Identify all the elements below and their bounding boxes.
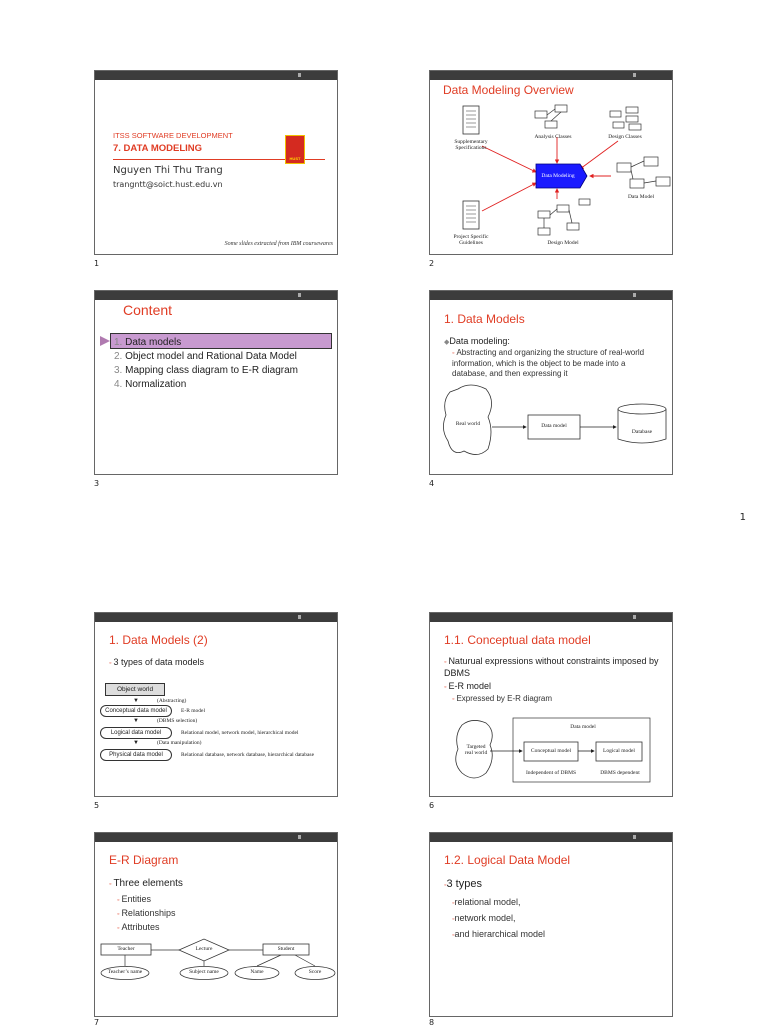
data-model-diagram	[430, 291, 673, 475]
label-subject-name: Subject name	[189, 969, 219, 975]
label-score: Score	[308, 969, 322, 975]
author-email: trangntt@soict.hust.edu.vn	[113, 180, 223, 189]
slide-7	[94, 832, 338, 1017]
slide-title: 1.1. Conceptual data model	[444, 633, 591, 647]
label-data-manipulation: (Data manipulation)	[157, 740, 202, 746]
label-dbms-selection: (DBMS selection)	[157, 718, 198, 724]
er-diagram	[95, 833, 338, 1017]
label-physical-desc: Relational database, network database, hierarchical database	[181, 752, 315, 758]
slide-number: 5	[94, 801, 100, 810]
label-lecture: Lecture	[195, 946, 213, 952]
slide-3	[94, 290, 338, 475]
label-design-classes: Design Classes	[608, 134, 642, 140]
class-icons	[610, 107, 641, 130]
slide-number: 7	[94, 1018, 100, 1027]
slide-number: 1	[94, 259, 100, 268]
sub-bullet: ◦ Entities ◦ Relationships ◦ Attributes	[117, 894, 176, 932]
real-world-shape	[443, 385, 491, 455]
label-teacher: Teacher	[117, 946, 135, 952]
slide-header-bar	[95, 71, 337, 80]
slide-number: 3	[94, 479, 100, 488]
slide-2	[429, 70, 673, 255]
object-world-box: Object world	[105, 683, 165, 696]
bullet: ◦ E-R model	[444, 681, 491, 691]
down-arrow: ▼	[133, 718, 139, 724]
label-independent: Independent of DBMS	[525, 770, 577, 776]
label-data-model: Data model	[570, 724, 596, 730]
slide-number: 4	[429, 479, 435, 488]
down-arrow: ▼	[133, 698, 139, 704]
label-teachers-name: Teacher’s name	[107, 969, 143, 975]
content-item[interactable]: 4. Normalization	[114, 379, 187, 390]
slide-title: 1. Data Models	[444, 312, 525, 326]
label-dependent: DBMS dependent	[600, 770, 640, 776]
bullet: ◦3 types	[444, 878, 482, 890]
conceptual-model-pill: Conceptual data model	[100, 705, 172, 717]
bullet: ◆Data modeling:	[444, 336, 510, 346]
bullet: ◦ Naturual expressions without constraints imposed by DBMS	[444, 656, 659, 678]
slide-4	[429, 290, 673, 475]
slide-1	[94, 70, 338, 255]
content-list	[114, 335, 298, 393]
overview-diagram	[430, 71, 673, 255]
label-data-modeling: Data Modeling	[541, 173, 575, 179]
document-icon	[463, 201, 479, 229]
document-icon	[463, 106, 479, 134]
slide-6	[429, 612, 673, 797]
physical-model-pill: Physical data model	[100, 749, 172, 761]
database-icon	[618, 404, 666, 443]
label-logical-model: Logical model	[603, 748, 635, 754]
slide-number: 2	[429, 259, 435, 268]
label-name: Name	[250, 969, 264, 975]
label-logical-desc: Relational model, network model, hierarchical model	[181, 730, 299, 736]
logo-text: HUST	[289, 156, 301, 161]
university-logo	[285, 135, 305, 164]
class-icons	[538, 199, 590, 235]
content-item[interactable]: 2. Object model and Rational Data Model	[114, 351, 297, 362]
slide-title: 1.2. Logical Data Model	[444, 853, 571, 867]
slide-title: 7. DATA MODELING	[113, 143, 203, 154]
label-student: Student	[277, 946, 295, 952]
bullet: ◦ 3 types of data models	[109, 657, 204, 667]
label-database: Database	[631, 429, 653, 435]
content-item[interactable]: 3. Mapping class diagram to E-R diagram	[114, 365, 298, 376]
sub-bullet: ◦relational model, ◦network model, ◦and hierarchical model	[452, 897, 546, 939]
label-er-model: E-R model	[181, 708, 205, 714]
slide-5	[94, 612, 338, 797]
bullet: ◦ Three elements	[109, 878, 183, 889]
slide-title: E-R Diagram	[109, 853, 179, 867]
label-targeted-world: Targeted real world	[464, 744, 488, 756]
content-item[interactable]: 1. Data models	[114, 337, 182, 348]
slide-number: 6	[429, 801, 435, 810]
logical-model-pill: Logical data model	[100, 727, 172, 739]
arrow-icon	[100, 336, 110, 346]
label-analysis-classes: Analysis Classes	[534, 134, 572, 140]
slide-note: Some slides extracted from IBM coursewares	[224, 241, 333, 247]
slide-title: Content	[123, 302, 173, 318]
course-name: ITSS SOFTWARE DEVELOPMENT	[113, 131, 233, 140]
label-data-model: Data model	[541, 423, 567, 429]
slide-title: Data Modeling Overview	[443, 83, 574, 97]
slide-header-bar	[95, 613, 337, 622]
class-icons	[535, 105, 567, 128]
label-abstracting: (Abstracting)	[157, 698, 187, 704]
label-data-model: Data Model	[627, 194, 655, 200]
slide-title: 1. Data Models (2)	[109, 633, 208, 647]
label-real-world: Real world	[455, 421, 481, 427]
table-icons	[617, 157, 670, 188]
label-project-guidelines: Project Specific Guidelines	[453, 234, 489, 246]
page-number: 1	[739, 512, 746, 523]
slide-8	[429, 832, 673, 1017]
label-conceptual-model: Conceptual model	[530, 748, 572, 754]
author-name: Nguyen Thi Thu Trang	[113, 165, 223, 176]
down-arrow: ▼	[133, 740, 139, 746]
slide-header-bar	[95, 291, 337, 300]
label-supplementary: Supplementary Specifications	[454, 139, 488, 151]
slide-number: 8	[429, 1018, 435, 1027]
label-design-model: Design Model	[547, 240, 579, 246]
slide-header-bar	[430, 833, 672, 842]
sub-bullet: ◦ Expressed by E-R diagram	[452, 694, 553, 703]
sub-bullet: ◦ Abstracting and organizing the structure of real-world information, which is the object to be made into a database, and then expressing it	[452, 348, 645, 378]
